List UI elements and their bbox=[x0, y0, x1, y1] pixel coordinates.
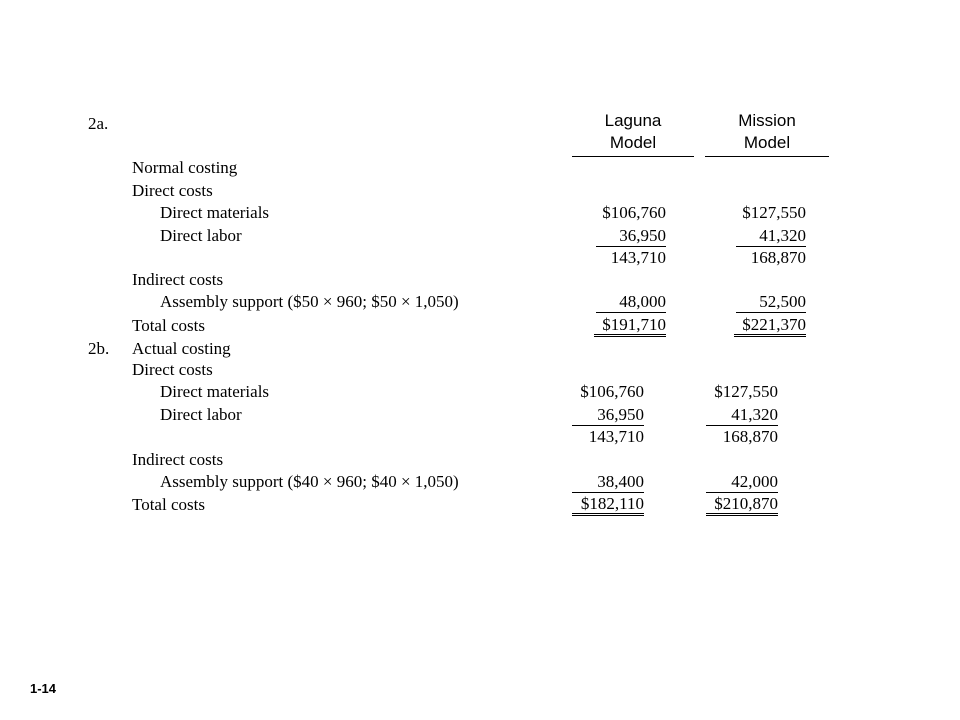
b-laguna-subtotal: 143,710 bbox=[588, 427, 644, 446]
part-a-direct-materials: Direct materials bbox=[160, 203, 270, 222]
page-number: 1-14 bbox=[30, 681, 57, 696]
b-mission-subtotal: 168,870 bbox=[722, 427, 778, 446]
b-laguna-direct-materials: $106,760 bbox=[580, 382, 644, 401]
mission-header-underline bbox=[705, 156, 829, 157]
a-laguna-total: $191,710 bbox=[594, 316, 666, 337]
mission-header bbox=[705, 110, 829, 154]
b-mission-total: $210,870 bbox=[706, 495, 778, 516]
part-a-title: Normal costing bbox=[132, 158, 238, 177]
laguna-header bbox=[572, 110, 694, 154]
laguna-header-underline bbox=[572, 156, 694, 157]
part-a-direct-costs: Direct costs bbox=[132, 181, 213, 200]
part-b-direct-materials: Direct materials bbox=[160, 382, 270, 401]
laguna-header-line1: Laguna bbox=[604, 111, 662, 130]
a-laguna-direct-materials: $106,760 bbox=[602, 203, 666, 222]
b-laguna-total: $182,110 bbox=[572, 495, 644, 516]
part-a-direct-labor: Direct labor bbox=[160, 226, 242, 245]
a-mission-subtotal: 168,870 bbox=[750, 248, 806, 267]
part-a-assembly-support: Assembly support ($50 × 960; $50 × 1,050) bbox=[160, 292, 459, 311]
mission-header-line2: Model bbox=[743, 133, 791, 152]
laguna-header-line2: Model bbox=[609, 133, 657, 152]
part-b-total-costs: Total costs bbox=[132, 495, 205, 514]
part-a-indirect-costs: Indirect costs bbox=[132, 270, 224, 289]
part-a-label: 2a. bbox=[88, 114, 109, 133]
b-mission-direct-labor: 41,320 bbox=[706, 406, 778, 426]
part-b-title: Actual costing bbox=[132, 339, 231, 358]
a-laguna-direct-labor: 36,950 bbox=[596, 227, 666, 247]
b-laguna-assembly-support: 38,400 bbox=[572, 473, 644, 493]
part-a-total-costs: Total costs bbox=[132, 316, 205, 335]
a-mission-total: $221,370 bbox=[734, 316, 806, 337]
a-mission-direct-labor: 41,320 bbox=[736, 227, 806, 247]
part-b-direct-costs: Direct costs bbox=[132, 360, 213, 379]
mission-header-line1: Mission bbox=[738, 111, 796, 130]
a-laguna-assembly-support: 48,000 bbox=[596, 293, 666, 313]
a-laguna-subtotal: 143,710 bbox=[610, 248, 666, 267]
b-mission-direct-materials: $127,550 bbox=[714, 382, 778, 401]
part-b-assembly-support: Assembly support ($40 × 960; $40 × 1,050) bbox=[160, 472, 459, 491]
b-mission-assembly-support: 42,000 bbox=[706, 473, 778, 493]
a-mission-direct-materials: $127,550 bbox=[742, 203, 806, 222]
part-b-label: 2b. bbox=[88, 339, 110, 358]
part-b-direct-labor: Direct labor bbox=[160, 405, 242, 424]
a-mission-assembly-support: 52,500 bbox=[736, 293, 806, 313]
b-laguna-direct-labor: 36,950 bbox=[572, 406, 644, 426]
part-b-indirect-costs: Indirect costs bbox=[132, 450, 224, 469]
